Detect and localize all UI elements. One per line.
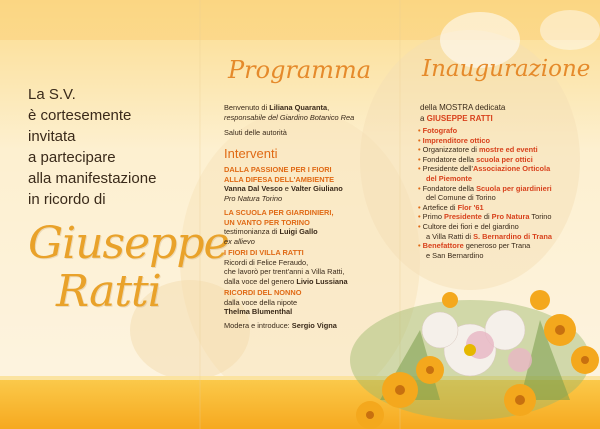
talk-line: Ricordi di Felice Feraudo, xyxy=(224,257,309,267)
item-highlight: Fotografo xyxy=(422,126,458,135)
item-highlight: Pro Natura xyxy=(491,212,530,222)
item-continuation xyxy=(418,232,552,242)
item-highlight: Scuola per giardinieri xyxy=(476,183,552,193)
item-text: di xyxy=(481,212,492,222)
talk-title: DALLA PASSIONE PER I FIORI xyxy=(224,165,332,174)
list-item xyxy=(418,126,552,136)
speaker-role: Pro Natura Torino xyxy=(224,193,283,203)
invite-line: invitata xyxy=(28,128,76,145)
exhibition-intro xyxy=(420,103,505,124)
list-item xyxy=(418,212,552,222)
welcome-block xyxy=(224,103,354,138)
greetings: Saluti delle autorità xyxy=(224,128,287,138)
list-item xyxy=(418,203,552,213)
bullet-icon: • xyxy=(418,135,423,145)
welcome-suffix: , xyxy=(327,103,330,112)
list-item xyxy=(418,136,552,146)
speaker: Valter Giuliano xyxy=(290,184,343,194)
invite-line: La S.V. xyxy=(28,86,76,103)
item-text: a Villa Ratti di xyxy=(426,231,474,241)
talk-item xyxy=(224,248,348,286)
moderator-prefix: Modera e introduce: xyxy=(224,321,292,330)
talk-title: ALLA DIFESA DELL'AMBIENTE xyxy=(224,174,335,184)
item-continuation: del Piemonte xyxy=(426,173,472,183)
list-item xyxy=(418,222,552,232)
item-highlight: Imprenditore ottico xyxy=(422,135,490,145)
honoree-first-name: Giuseppe xyxy=(28,218,229,269)
item-text: Presidente dell' xyxy=(422,164,473,174)
talk-title: UN VANTO PER TORINO xyxy=(224,217,310,227)
speaker: Thelma Blumenthal xyxy=(224,307,293,317)
speaker: Livio Lussiana xyxy=(296,276,348,286)
item-highlight: Associazione Orticola xyxy=(472,164,551,174)
list-item xyxy=(418,164,552,174)
talk-title: LA SCUOLA PER GIARDINIERI, xyxy=(224,208,334,217)
bullet-icon: • xyxy=(418,126,423,135)
item-text: Organizzatore di xyxy=(422,145,479,155)
invite-line: è cortesemente xyxy=(28,107,132,124)
speaker: Luigi Gallo xyxy=(279,227,318,237)
item-text: Cultore dei fiori e del giardino xyxy=(422,221,519,231)
item-highlight: mostre ed eventi xyxy=(478,145,538,155)
item-highlight: Presidente xyxy=(444,212,482,222)
item-text: Artefice di xyxy=(422,202,458,212)
item-continuation: del Comune di Torino xyxy=(426,193,496,203)
talk-item xyxy=(224,288,301,317)
speaker: Vanna Dal Vesco xyxy=(224,184,283,194)
item-text: Fondatore della xyxy=(422,154,477,164)
speaker-prefix: testimonianza di xyxy=(224,227,280,237)
invitation-text xyxy=(28,84,156,210)
invite-line: alla manifestazione xyxy=(28,170,157,187)
honoree-name: GIUSEPPE RATTI xyxy=(426,113,493,123)
moderator-line xyxy=(224,321,337,331)
item-continuation: e San Bernardino xyxy=(426,250,484,260)
item-highlight: scuola per ottici xyxy=(476,154,533,164)
invite-line: a partecipare xyxy=(28,149,116,166)
conjunction: e xyxy=(282,184,291,194)
bullet-icon: • xyxy=(418,145,423,155)
bullet-icon: • xyxy=(418,221,423,231)
talk-line: dalla voce del genero xyxy=(224,276,297,286)
list-item xyxy=(418,145,552,155)
talk-line: che lavorò per trent'anni a Villa Ratti, xyxy=(224,267,345,277)
interventi-heading: Interventi xyxy=(224,146,278,161)
talk-title: RICORDI DEL NONNO xyxy=(224,288,302,297)
item-highlight: Benefattore xyxy=(422,241,464,251)
item-text: generoso per Trana xyxy=(463,241,531,251)
welcome-prefix: Benvenuto di xyxy=(224,103,270,112)
intro-prefix: a xyxy=(420,113,427,123)
bullet-icon: • xyxy=(418,154,423,164)
bullet-icon: • xyxy=(418,164,423,174)
bullet-icon: • xyxy=(418,212,423,222)
program-title: Programma xyxy=(228,56,372,84)
inauguration-title: Inaugurazione xyxy=(422,56,591,82)
bullet-icon: • xyxy=(418,183,423,193)
item-text: Fondatore della xyxy=(422,183,477,193)
invite-line: in ricordo di xyxy=(28,191,106,208)
talk-item xyxy=(224,208,334,246)
list-item xyxy=(418,184,552,194)
talk-item xyxy=(224,165,343,203)
bullet-icon: • xyxy=(418,202,423,212)
moderator-name: Sergio Vigna xyxy=(291,321,337,330)
achievement-list xyxy=(418,126,552,260)
list-item xyxy=(418,155,552,165)
invitation-panel xyxy=(0,0,229,429)
item-text: Torino xyxy=(529,212,552,222)
talk-line: dalla voce della nipote xyxy=(224,297,298,307)
bullet-icon: • xyxy=(418,241,423,251)
talk-title: I FIORI DI VILLA RATTI xyxy=(224,248,304,257)
honoree-last-name: Ratti xyxy=(56,266,161,317)
item-highlight: S. Bernardino di Trana xyxy=(473,231,552,241)
item-text: Primo xyxy=(422,212,445,222)
list-item xyxy=(418,241,552,251)
item-highlight: Flor '61 xyxy=(457,202,484,212)
welcome-name: Liliana Quaranta xyxy=(269,103,328,112)
intro-line: della MOSTRA dedicata xyxy=(420,103,506,112)
welcome-role: responsabile del Giardino Botanico Rea xyxy=(224,112,355,122)
speaker-role: ex allievo xyxy=(224,236,255,246)
